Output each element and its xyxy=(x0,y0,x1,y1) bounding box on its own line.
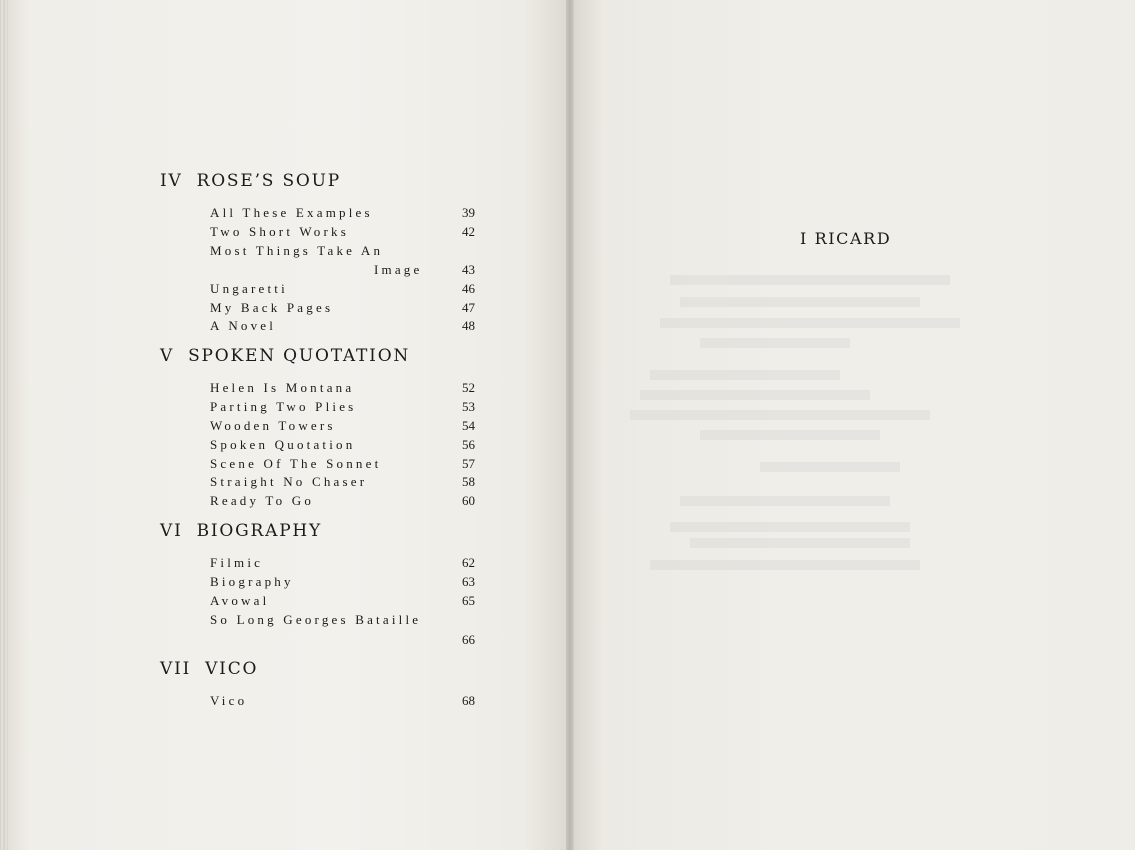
section-title: BIOGRAPHY xyxy=(196,521,323,541)
toc-entry-title: A Novel xyxy=(210,318,277,333)
chapter-title: I RICARD xyxy=(800,229,892,248)
toc-entry-page: 68 xyxy=(462,693,475,708)
toc-entry-page: 65 xyxy=(462,593,475,608)
toc-entry xyxy=(210,437,475,456)
toc-entry xyxy=(210,380,475,399)
toc-entry-page: 57 xyxy=(462,456,475,471)
toc-entry-continuation xyxy=(210,632,475,651)
toc-entry xyxy=(210,555,475,574)
toc-entry-page: 46 xyxy=(462,281,475,296)
toc-entry-title: Scene Of The Sonnet xyxy=(210,456,382,471)
toc-entry-continuation xyxy=(210,262,475,281)
toc-entry-page: 48 xyxy=(462,318,475,333)
toc-entry xyxy=(210,281,475,300)
toc-entry-page: 63 xyxy=(462,574,475,589)
toc-entry-page: 62 xyxy=(462,555,475,570)
section-number: IV xyxy=(160,171,183,191)
section-title: ROSE’S SOUP xyxy=(196,171,341,191)
toc-entry xyxy=(210,474,475,493)
toc-entry-title: Ungaretti xyxy=(210,281,288,296)
toc-entry xyxy=(210,593,475,612)
toc-entry-page: 66 xyxy=(462,632,475,647)
toc-entry-page: 39 xyxy=(462,205,475,220)
toc-entry-page: 47 xyxy=(462,300,475,315)
toc-entry-title: Spoken Quotation xyxy=(210,437,356,452)
toc-entry-title: Two Short Works xyxy=(210,224,349,239)
toc-entry-title: Most Things Take An xyxy=(210,243,384,258)
toc-entry-title: Vico xyxy=(210,693,248,708)
section-title: VICO xyxy=(205,659,259,679)
toc-entry xyxy=(210,456,475,475)
toc-entry-page: 58 xyxy=(462,474,475,489)
section-heading-vii xyxy=(160,659,258,679)
section-title: SPOKEN QUOTATION xyxy=(188,346,411,366)
toc-entry-title: Filmic xyxy=(210,555,264,570)
toc-entry-title: Wooden Towers xyxy=(210,418,336,433)
toc-entry-title: Straight No Chaser xyxy=(210,474,368,489)
toc-entry-page: 43 xyxy=(462,262,475,277)
toc-entry-page: 53 xyxy=(462,399,475,414)
toc-entry xyxy=(210,300,475,319)
toc-entry xyxy=(210,318,475,337)
toc-entry xyxy=(210,574,475,593)
toc-entry-page: 60 xyxy=(462,493,475,508)
section-number: V xyxy=(160,346,175,366)
toc-entry-page: 56 xyxy=(462,437,475,452)
toc-entry xyxy=(210,418,475,437)
toc-entry-page: 52 xyxy=(462,380,475,395)
toc-entry xyxy=(210,493,475,512)
toc-entry xyxy=(210,399,475,418)
book-gutter xyxy=(566,0,574,850)
toc-entry-title: Avowal xyxy=(210,593,270,608)
toc-entry-title: Helen Is Montana xyxy=(210,380,355,395)
toc-entry xyxy=(210,612,485,631)
section-number: VI xyxy=(160,521,183,541)
toc-entry-title: My Back Pages xyxy=(210,300,334,315)
toc-entry-title: So Long Georges Bataille xyxy=(210,612,422,627)
toc-entry-page: 54 xyxy=(462,418,475,433)
toc-entry xyxy=(210,693,475,712)
toc-entry-page: 42 xyxy=(462,224,475,239)
toc-entry-title-continued: Image xyxy=(374,262,423,277)
right-page xyxy=(570,0,1135,850)
toc-entry-title: Ready To Go xyxy=(210,493,315,508)
section-heading-v xyxy=(160,346,410,366)
section-heading-iv xyxy=(160,171,341,191)
toc-entry-title: Biography xyxy=(210,574,294,589)
toc-entry xyxy=(210,243,475,262)
section-number: VII xyxy=(160,659,192,679)
toc-entry xyxy=(210,224,475,243)
toc-entry-title: Parting Two Plies xyxy=(210,399,357,414)
toc-entry-title: All These Examples xyxy=(210,205,373,220)
toc-entry xyxy=(210,205,475,224)
section-heading-vi xyxy=(160,521,322,541)
